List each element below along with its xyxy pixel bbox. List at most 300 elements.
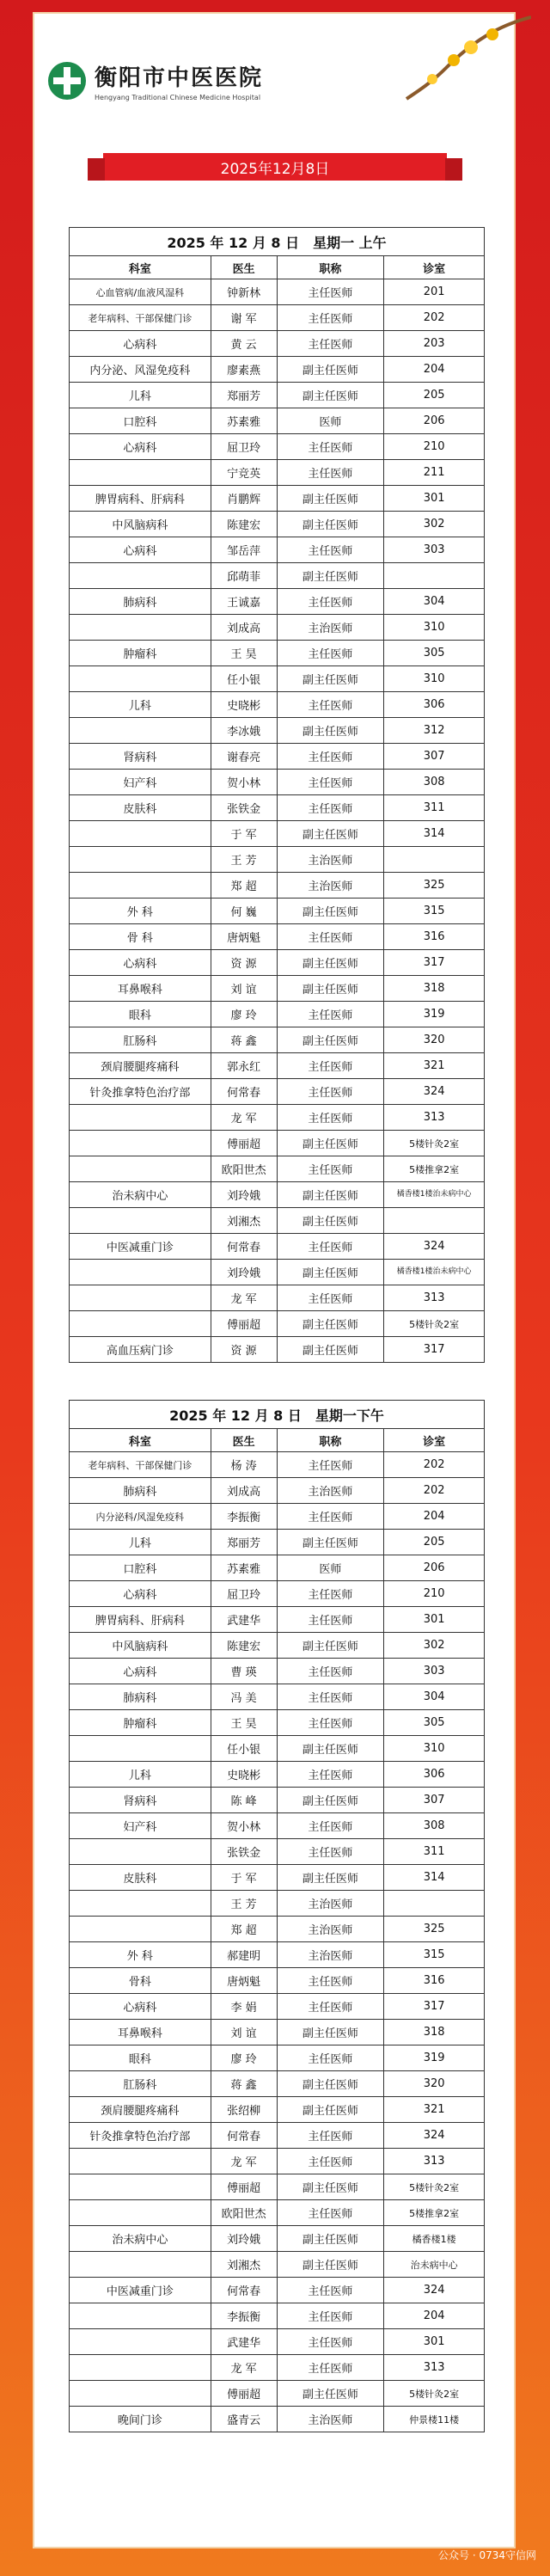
table-row <box>70 666 484 692</box>
doctor-cell: 郑 超 <box>211 873 278 898</box>
doctor-cell: 郭永红 <box>211 1053 278 1078</box>
dept-cell: 耳鼻喉科 <box>70 976 211 1001</box>
room-cell: 304 <box>423 595 445 608</box>
title-cell: 副主任医师 <box>278 1865 385 1890</box>
room-cell: 204 <box>423 2309 445 2322</box>
doctor-cell: 欧阳世杰 <box>211 2200 278 2225</box>
doctor-cell: 何常春 <box>211 2123 278 2148</box>
dept-cell: 心病科 <box>70 1659 211 1684</box>
morning-title-day: 星期一 上午 <box>313 234 387 251</box>
room-cell: 201 <box>423 285 445 298</box>
table-row <box>70 976 484 1002</box>
table-row <box>70 2174 484 2200</box>
title-cell: 主任医师 <box>278 537 385 562</box>
col-room: 诊室 <box>423 1435 446 1449</box>
hospital-name-en: Hengyang Traditional Chinese Medicine Hospital <box>95 94 261 101</box>
doctor-cell: 李冰娥 <box>211 718 278 743</box>
doctor-cell: 武建华 <box>211 2329 278 2354</box>
plum-branch-decoration <box>402 9 531 112</box>
doctor-cell: 陈建宏 <box>211 512 278 537</box>
doctor-cell: 龙 军 <box>211 2355 278 2380</box>
table-row <box>70 331 484 357</box>
table-row <box>70 1337 484 1362</box>
doctor-cell: 陈 峰 <box>211 1788 278 1812</box>
dept-cell <box>70 666 211 691</box>
title-cell: 主治医师 <box>278 1891 385 1916</box>
title-cell: 副主任医师 <box>278 1311 385 1336</box>
room-cell: 205 <box>423 1536 445 1549</box>
doctor-cell: 史晓彬 <box>211 692 278 717</box>
dept-cell: 中风脑病科 <box>70 512 211 537</box>
room-cell: 302 <box>423 1639 445 1652</box>
room-cell: 仲景楼11楼 <box>409 2413 460 2426</box>
doctor-cell: 邱萌菲 <box>211 563 278 588</box>
dept-cell <box>70 847 211 872</box>
room-cell: 325 <box>423 1923 445 1935</box>
afternoon-schedule-table <box>69 1400 485 2432</box>
morning-schedule-table <box>69 227 485 1363</box>
table-row <box>70 2278 484 2303</box>
room-cell: 治未病中心 <box>410 2259 458 2271</box>
doctor-cell: 廖素燕 <box>211 357 278 382</box>
table-row <box>70 2407 484 2432</box>
room-cell <box>384 1208 484 1233</box>
table-row <box>70 795 484 821</box>
room-cell: 301 <box>423 2335 445 2348</box>
room-cell: 315 <box>423 905 445 917</box>
dept-cell <box>70 1285 211 1310</box>
title-cell: 主任医师 <box>278 1079 385 1104</box>
room-cell <box>384 1891 484 1916</box>
title-cell: 副主任医师 <box>278 1337 385 1362</box>
room-cell: 5楼推拿2室 <box>409 1163 460 1175</box>
room-cell: 310 <box>423 621 445 634</box>
dept-cell <box>70 615 211 640</box>
room-cell: 307 <box>423 750 445 763</box>
dept-cell: 治未病中心 <box>70 2226 211 2251</box>
dept-cell <box>70 1131 211 1156</box>
room-cell: 206 <box>423 414 445 427</box>
table-row <box>70 279 484 305</box>
title-cell: 主任医师 <box>278 2355 385 2380</box>
dept-cell: 肾病科 <box>70 744 211 769</box>
title-cell: 副主任医师 <box>278 1208 385 1233</box>
room-cell: 308 <box>423 776 445 788</box>
room-cell: 5楼针灸2室 <box>409 1138 460 1150</box>
room-cell: 210 <box>423 1587 445 1600</box>
morning-title-date: 2025 年 12 月 8 日 <box>167 234 300 251</box>
room-cell: 324 <box>423 2284 445 2297</box>
title-cell: 副主任医师 <box>278 1530 385 1555</box>
dept-cell: 皮肤科 <box>70 1865 211 1890</box>
doctor-cell: 傅丽超 <box>211 2381 278 2406</box>
room-cell: 324 <box>423 2129 445 2142</box>
dept-cell: 内分泌、风湿免疫科 <box>70 357 211 382</box>
dept-cell: 儿科 <box>70 692 211 717</box>
dept-cell <box>70 1917 211 1941</box>
room-cell: 橘香楼1楼治未病中心 <box>396 1190 472 1199</box>
title-cell: 主任医师 <box>278 1105 385 1130</box>
table-row <box>70 2381 484 2407</box>
room-cell: 305 <box>423 1716 445 1729</box>
room-cell: 206 <box>423 1561 445 1574</box>
title-cell: 主任医师 <box>278 1839 385 1864</box>
room-cell: 320 <box>423 2077 445 2090</box>
dept-cell <box>70 821 211 846</box>
doctor-cell: 张铁金 <box>211 1839 278 1864</box>
doctor-cell: 黄 云 <box>211 331 278 356</box>
title-cell: 主任医师 <box>278 1607 385 1632</box>
doctor-cell: 苏素雅 <box>211 1555 278 1580</box>
table-row <box>70 744 484 770</box>
room-cell: 橘香楼1楼 <box>412 2233 456 2245</box>
table-row <box>70 615 484 641</box>
title-cell: 主治医师 <box>278 2407 385 2432</box>
room-cell <box>384 563 484 588</box>
doctor-cell: 杨 涛 <box>211 1452 278 1477</box>
title-cell: 副主任医师 <box>278 899 385 923</box>
dept-cell <box>70 2149 211 2174</box>
table-row <box>70 383 484 408</box>
table-row <box>70 1581 484 1607</box>
title-cell: 主任医师 <box>278 641 385 665</box>
title-cell: 副主任医师 <box>278 821 385 846</box>
doctor-cell: 李 娟 <box>211 1994 278 2019</box>
table-row <box>70 2020 484 2045</box>
dept-cell <box>70 1105 211 1130</box>
doctor-cell: 龙 军 <box>211 2149 278 2174</box>
table-row <box>70 512 484 537</box>
title-cell: 医师 <box>278 1555 385 1580</box>
doctor-cell: 何常春 <box>211 2278 278 2303</box>
dept-cell: 中风脑病科 <box>70 1633 211 1658</box>
title-cell: 副主任医师 <box>278 2071 385 2096</box>
title-cell: 副主任医师 <box>278 976 385 1001</box>
table-row <box>70 899 484 924</box>
dept-cell: 老年病科、干部保健门诊 <box>70 1452 211 1477</box>
dept-cell: 针灸推拿特色治疗部 <box>70 1079 211 1104</box>
dept-cell: 脾胃病科、肝病科 <box>70 486 211 511</box>
room-cell: 301 <box>423 1613 445 1626</box>
room-cell: 318 <box>423 2026 445 2039</box>
table-row <box>70 537 484 563</box>
doctor-cell: 郑 超 <box>211 1917 278 1941</box>
doctor-cell: 何 巍 <box>211 899 278 923</box>
title-cell: 主任医师 <box>278 331 385 356</box>
dept-cell: 眼科 <box>70 1002 211 1027</box>
dept-cell: 心病科 <box>70 950 211 975</box>
table-row <box>70 2329 484 2355</box>
room-cell: 314 <box>423 1871 445 1884</box>
table-row <box>70 2071 484 2097</box>
table-row <box>70 2045 484 2071</box>
doctor-cell: 刘成高 <box>211 615 278 640</box>
doctor-cell: 刘湘杰 <box>211 1208 278 1233</box>
table-row <box>70 1607 484 1633</box>
table-row <box>70 1555 484 1581</box>
doctor-cell: 唐炳魁 <box>211 1968 278 1993</box>
room-cell: 205 <box>423 389 445 402</box>
doctor-cell: 张绍柳 <box>211 2097 278 2122</box>
room-cell: 317 <box>423 956 445 969</box>
table-row <box>70 641 484 666</box>
title-cell: 主任医师 <box>278 2303 385 2328</box>
doctor-cell: 任小银 <box>211 666 278 691</box>
date-ribbon: 2025年12月8日 <box>103 153 447 181</box>
room-cell: 317 <box>423 1343 445 1356</box>
room-cell: 315 <box>423 1948 445 1961</box>
table-row <box>70 1659 484 1684</box>
room-cell: 203 <box>423 337 445 350</box>
table-row <box>70 1968 484 1994</box>
doctor-cell: 傅丽超 <box>211 1311 278 1336</box>
title-cell: 主治医师 <box>278 847 385 872</box>
title-cell: 主任医师 <box>278 924 385 949</box>
table-row <box>70 2097 484 2123</box>
doctor-cell: 龙 军 <box>211 1285 278 1310</box>
room-cell: 5楼推拿2室 <box>409 2207 460 2219</box>
table-row <box>70 1311 484 1337</box>
afternoon-title-date: 2025 年 12 月 8 日 <box>169 1407 302 1424</box>
doctor-cell: 蒋 鑫 <box>211 2071 278 2096</box>
dept-cell: 治未病中心 <box>70 1182 211 1207</box>
doctor-cell: 刘成高 <box>211 1478 278 1503</box>
dept-cell <box>70 1260 211 1285</box>
table-header <box>70 1429 484 1452</box>
room-cell: 302 <box>423 518 445 531</box>
dept-cell: 心病科 <box>70 331 211 356</box>
title-cell: 主任医师 <box>278 2149 385 2174</box>
table-row <box>70 1994 484 2020</box>
room-cell: 311 <box>423 801 445 814</box>
dept-cell <box>70 1736 211 1761</box>
doctor-cell: 郑丽芳 <box>211 1530 278 1555</box>
doctor-cell: 谢春亮 <box>211 744 278 769</box>
title-cell: 主治医师 <box>278 873 385 898</box>
table-row <box>70 1762 484 1788</box>
room-cell: 5楼针灸2室 <box>409 2181 460 2193</box>
room-cell: 202 <box>423 1484 445 1497</box>
col-dept: 科室 <box>70 256 211 279</box>
doctor-cell: 郝建明 <box>211 1942 278 1967</box>
title-cell: 主任医师 <box>278 744 385 769</box>
table-row <box>70 1079 484 1105</box>
afternoon-title-day: 星期一下午 <box>315 1407 384 1424</box>
title-cell: 主治医师 <box>278 1917 385 1941</box>
room-cell: 308 <box>423 1819 445 1832</box>
table-row <box>70 1131 484 1156</box>
doctor-cell: 王 昊 <box>211 641 278 665</box>
table-row <box>70 2303 484 2329</box>
doctor-cell: 傅丽超 <box>211 2174 278 2199</box>
doctor-cell: 资 源 <box>211 1337 278 1362</box>
room-cell: 325 <box>423 879 445 892</box>
dept-cell: 肛肠科 <box>70 2071 211 2096</box>
table-row <box>70 950 484 976</box>
doctor-cell: 王 昊 <box>211 1710 278 1735</box>
room-cell: 321 <box>423 2103 445 2116</box>
table-row <box>70 924 484 950</box>
doctor-cell: 于 军 <box>211 821 278 846</box>
room-cell: 312 <box>423 724 445 737</box>
dept-cell: 皮肤科 <box>70 795 211 820</box>
doctor-cell: 宁竞英 <box>211 460 278 485</box>
dept-cell: 心病科 <box>70 434 211 459</box>
table-row <box>70 1788 484 1813</box>
table-row <box>70 563 484 589</box>
table-row <box>70 1002 484 1027</box>
doctor-cell: 刘 谊 <box>211 976 278 1001</box>
doctor-cell: 何常春 <box>211 1234 278 1259</box>
dept-cell: 颈肩腰腿疼痛科 <box>70 2097 211 2122</box>
table-row <box>70 1839 484 1865</box>
title-cell: 副主任医师 <box>278 2252 385 2277</box>
doctor-cell: 史晓彬 <box>211 1762 278 1787</box>
table-row <box>70 408 484 434</box>
dept-cell <box>70 2329 211 2354</box>
dept-cell: 肺病科 <box>70 1684 211 1709</box>
dept-cell <box>70 1311 211 1336</box>
table-row <box>70 2200 484 2226</box>
room-cell: 211 <box>423 466 445 479</box>
dept-cell: 内分泌科/风湿免疫科 <box>70 1504 211 1529</box>
table-row <box>70 1917 484 1942</box>
title-cell: 主任医师 <box>278 1285 385 1310</box>
dept-cell <box>70 718 211 743</box>
doctor-cell: 刘 谊 <box>211 2020 278 2045</box>
title-cell: 主任医师 <box>278 1504 385 1529</box>
title-cell: 副主任医师 <box>278 2174 385 2199</box>
room-cell: 318 <box>423 982 445 995</box>
col-doctor: 医生 <box>211 256 278 279</box>
room-cell: 202 <box>423 1458 445 1471</box>
doctor-cell: 于 军 <box>211 1865 278 1890</box>
dept-cell: 肺病科 <box>70 589 211 614</box>
hospital-name-cn: 衡阳市中医医院 <box>95 65 264 91</box>
doctor-cell: 贺小林 <box>211 770 278 794</box>
doctor-cell: 傅丽超 <box>211 1131 278 1156</box>
doctor-cell: 钟新林 <box>211 279 278 304</box>
title-cell: 主任医师 <box>278 2045 385 2070</box>
title-cell: 副主任医师 <box>278 1736 385 1761</box>
dept-cell: 肛肠科 <box>70 1027 211 1052</box>
doctor-cell: 龙 军 <box>211 1105 278 1130</box>
doctor-cell: 刘玲娥 <box>211 2226 278 2251</box>
room-cell: 5楼针灸2室 <box>409 1318 460 1330</box>
dept-cell: 肿瘤科 <box>70 641 211 665</box>
dept-cell: 外 科 <box>70 899 211 923</box>
dept-cell: 肿瘤科 <box>70 1710 211 1735</box>
table-header <box>70 256 484 279</box>
room-cell: 316 <box>423 930 445 943</box>
dept-cell: 口腔科 <box>70 1555 211 1580</box>
table-row <box>70 692 484 718</box>
morning-title <box>70 228 484 256</box>
dept-cell: 颈肩腰腿疼痛科 <box>70 1053 211 1078</box>
dept-cell <box>70 1208 211 1233</box>
dept-cell: 妇产科 <box>70 1813 211 1838</box>
title-cell: 副主任医师 <box>278 950 385 975</box>
table-row <box>70 1865 484 1891</box>
doctor-cell: 唐炳魁 <box>211 924 278 949</box>
table-row <box>70 1027 484 1053</box>
table-row <box>70 1105 484 1131</box>
room-cell: 313 <box>423 1111 445 1124</box>
title-cell: 主任医师 <box>278 1659 385 1684</box>
doctor-cell: 谢 军 <box>211 305 278 330</box>
title-cell: 副主任医师 <box>278 357 385 382</box>
dept-cell: 针灸推拿特色治疗部 <box>70 2123 211 2148</box>
doctor-cell: 王 芳 <box>211 847 278 872</box>
title-cell: 主任医师 <box>278 279 385 304</box>
title-cell: 主任医师 <box>278 1581 385 1606</box>
dept-cell: 肾病科 <box>70 1788 211 1812</box>
title-cell: 主任医师 <box>278 2123 385 2148</box>
doctor-cell: 李振衡 <box>211 2303 278 2328</box>
dept-cell: 心病科 <box>70 537 211 562</box>
doctor-cell: 邹岳萍 <box>211 537 278 562</box>
table-row <box>70 1633 484 1659</box>
title-cell: 主任医师 <box>278 1762 385 1787</box>
doctor-cell: 刘玲娥 <box>211 1260 278 1285</box>
room-cell: 306 <box>423 698 445 711</box>
dept-cell: 儿科 <box>70 1530 211 1555</box>
room-cell: 204 <box>423 1510 445 1523</box>
doctor-cell: 资 源 <box>211 950 278 975</box>
room-cell: 311 <box>423 1845 445 1858</box>
title-cell: 主任医师 <box>278 1452 385 1477</box>
dept-cell: 心病科 <box>70 1581 211 1606</box>
room-cell <box>384 847 484 872</box>
table-row <box>70 1452 484 1478</box>
title-cell: 副主任医师 <box>278 1027 385 1052</box>
title-cell: 主任医师 <box>278 1234 385 1259</box>
col-title: 职称 <box>278 256 385 279</box>
title-cell: 副主任医师 <box>278 2381 385 2406</box>
title-cell: 主任医师 <box>278 1968 385 1993</box>
table-row <box>70 1684 484 1710</box>
table-row <box>70 2226 484 2252</box>
table-row <box>70 1710 484 1736</box>
table-row <box>70 718 484 744</box>
table-row <box>70 1285 484 1311</box>
table-row <box>70 434 484 460</box>
title-cell: 主任医师 <box>278 1156 385 1181</box>
doctor-cell: 郑丽芳 <box>211 383 278 408</box>
doctor-cell: 刘玲娥 <box>211 1182 278 1207</box>
table-row <box>70 1736 484 1762</box>
room-cell: 314 <box>423 827 445 840</box>
title-cell: 主任医师 <box>278 692 385 717</box>
doctor-cell: 肖鹏辉 <box>211 486 278 511</box>
title-cell: 副主任医师 <box>278 1182 385 1207</box>
room-cell: 306 <box>423 1768 445 1781</box>
doctor-cell: 欧阳世杰 <box>211 1156 278 1181</box>
room-cell: 303 <box>423 1665 445 1677</box>
room-cell: 321 <box>423 1059 445 1072</box>
table-row <box>70 1156 484 1182</box>
room-cell: 319 <box>423 1008 445 1021</box>
room-cell: 313 <box>423 1291 445 1304</box>
doctor-cell: 廖 玲 <box>211 2045 278 2070</box>
title-cell: 副主任医师 <box>278 1633 385 1658</box>
room-cell: 204 <box>423 363 445 376</box>
room-cell: 210 <box>423 440 445 453</box>
dept-cell: 儿科 <box>70 383 211 408</box>
dept-cell: 眼科 <box>70 2045 211 2070</box>
dept-cell <box>70 563 211 588</box>
title-cell: 主任医师 <box>278 2200 385 2225</box>
